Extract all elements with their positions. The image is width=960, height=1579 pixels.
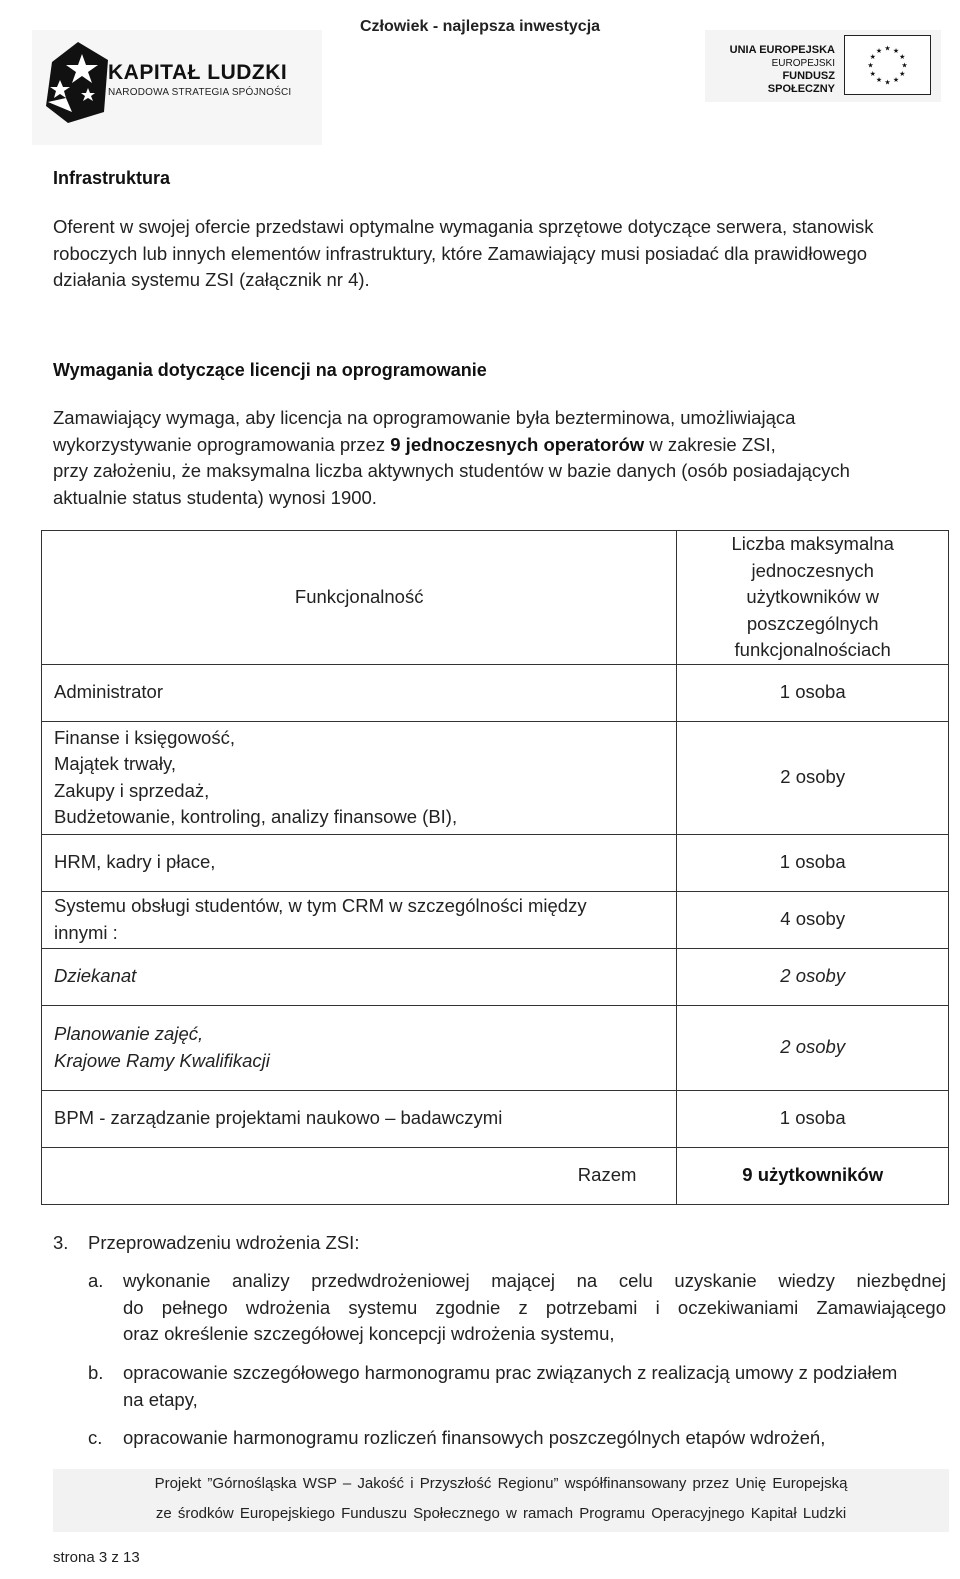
infra-line: Oferent w swojej ofercie przedstawi optymalne wymagania sprzętowe dotyczące serwera, stanowisk <box>53 216 874 237</box>
eu-flag-icon <box>844 35 931 95</box>
count-cell: 2 osoby <box>677 1005 949 1090</box>
sub-line: do pełnego wdrożenia systemu zgodnie z potrzebami i oczekiwaniami Zamawiającego <box>123 1296 946 1318</box>
function-line: Majątek trwały, <box>54 753 176 774</box>
function-cell <box>42 721 677 834</box>
function-line: Systemu obsługi studentów, w tym CRM w szczególności między <box>54 895 587 916</box>
table-row <box>42 1090 949 1147</box>
infra-line: działania systemu ZSI (załącznik nr 4). <box>53 269 370 290</box>
list-marker: 3. <box>53 1232 69 1253</box>
license-text: w zakresie ZSI, <box>644 433 776 455</box>
header-line: jednoczesnych <box>751 559 874 581</box>
kapital-ludzki-subtitle: NARODOWA STRATEGIA SPÓJNOŚCI <box>108 87 292 98</box>
table-row <box>42 834 949 891</box>
infra-heading: Infrastruktura <box>53 168 171 188</box>
header-line: poszczególnych <box>746 612 879 634</box>
function-line: Krajowe Ramy Kwalifikacji <box>54 1049 270 1071</box>
function-cell <box>42 834 677 891</box>
function-line: Planowanie zajęć, <box>54 1023 204 1044</box>
sub-line: oraz określenie szczegółowej koncepcji wdrożenia systemu, <box>123 1323 615 1344</box>
count-cell: 1 osoba <box>677 664 949 721</box>
eu-star-icon: ★ <box>869 54 876 61</box>
sub-line: na etapy, <box>123 1388 198 1410</box>
infra-line: roboczych lub innych elementów infrastruktury, które Zamawiający musi posiadać dla prawidłowego <box>53 242 868 264</box>
header-line: funkcjonalnościach <box>734 639 891 660</box>
license-heading: Wymagania dotyczące licencji na oprogramowanie <box>53 360 487 380</box>
function-line: Dziekanat <box>54 965 137 987</box>
license-line: aktualnie status studenta) wynosi 1900. <box>53 486 377 508</box>
sub-line: wykonanie analizy przedwdrożeniowej mającej na celu uzyskanie wiedzy niezbędnej <box>123 1270 946 1291</box>
table-header-max-users <box>677 531 949 665</box>
count-cell: 1 osoba <box>677 1090 949 1147</box>
eu-star-icon: ★ <box>892 77 900 85</box>
table-row <box>42 948 949 1005</box>
table-total-row <box>42 1147 949 1204</box>
function-line: Budżetowanie, kontroling, analizy finansowe (BI), <box>54 806 458 827</box>
table-row <box>42 891 949 948</box>
table-header-row <box>42 531 949 665</box>
function-cell <box>42 1090 677 1147</box>
list-marker: c. <box>88 1427 103 1448</box>
page-number: strona 3 z 13 <box>53 1549 140 1566</box>
function-line: innymi : <box>54 921 118 943</box>
function-cell <box>42 891 677 948</box>
function-line: Finanse i księgowość, <box>54 726 235 748</box>
sub-item-text <box>123 1360 946 1413</box>
eu-star-icon: ★ <box>892 47 900 55</box>
kapital-ludzki-logo <box>32 30 322 145</box>
total-value: 9 użytkowników <box>677 1147 949 1204</box>
function-line: BPM - zarządzanie projektami naukowo – badawczymi <box>54 1107 503 1129</box>
eu-star-icon: ★ <box>875 77 883 85</box>
license-operators-emphasis: 9 jednoczesnych operatorów <box>390 433 645 455</box>
table-row <box>42 1005 949 1090</box>
eu-line1: UNIA EUROPEJSKA <box>729 44 835 56</box>
table-header-functionality: Funkcjonalność <box>42 531 677 665</box>
footer-project-info <box>53 1469 949 1532</box>
header-line: Liczba maksymalna <box>731 533 894 554</box>
eu-star-icon: ★ <box>899 71 906 78</box>
function-line: Zakupy i sprzedaż, <box>54 779 210 801</box>
sub-line: opracowanie harmonogramu rozliczeń finansowych poszczególnych etapów wdrożeń, <box>123 1427 826 1448</box>
license-text: wykorzystywanie oprogramowania przez <box>53 433 391 455</box>
sub-line: opracowanie szczegółowego harmonogramu prac związanych z realizacją umowy z podziałem <box>123 1362 898 1383</box>
kapital-ludzki-title: KAPITAŁ LUDZKI <box>108 61 288 84</box>
footer-line: Projekt ”Górnośląska WSP – Jakość i Przyszłość Regionu” współfinansowany przez Unię Europejską <box>154 1475 848 1492</box>
sub-item-text <box>123 1268 946 1348</box>
eu-line3: FUNDUSZ SPOŁECZNY <box>767 70 835 95</box>
eu-line2: EUROPEJSKI <box>771 58 835 69</box>
header-line: użytkowników w <box>746 586 880 607</box>
eu-star-icon: ★ <box>884 45 891 53</box>
eu-star-icon: ★ <box>901 62 908 70</box>
eu-star-icon: ★ <box>867 62 874 70</box>
license-paragraph <box>53 405 946 511</box>
license-line: Zamawiający wymaga, aby licencja na oprogramowanie była bezterminowa, umożliwiająca <box>53 407 796 428</box>
license-line: przy założeniu, że maksymalna liczba aktywnych studentów w bazie danych (osób posiadających <box>53 460 850 481</box>
count-cell: 1 osoba <box>677 834 949 891</box>
eu-star-icon: ★ <box>875 47 883 55</box>
count-cell: 2 osoby <box>677 948 949 1005</box>
function-cell <box>42 1005 677 1090</box>
count-cell: 4 osoby <box>677 891 949 948</box>
count-cell: 2 osoby <box>677 721 949 834</box>
license-table <box>41 530 949 1205</box>
function-cell <box>42 948 677 1005</box>
header-tagline: Człowiek - najlepsza inwestycja <box>359 18 601 35</box>
function-line: HRM, kadry i płace, <box>54 851 216 873</box>
eu-logo <box>705 30 941 102</box>
function-cell <box>42 664 677 721</box>
eu-logo-text <box>725 44 835 96</box>
eu-star-icon: ★ <box>869 71 876 78</box>
list-text: Przeprowadzeniu wdrożenia ZSI: <box>88 1232 360 1253</box>
list-marker: a. <box>88 1270 104 1291</box>
function-line: Administrator <box>54 681 163 703</box>
license-line <box>53 432 946 459</box>
total-label: Razem <box>42 1147 677 1204</box>
sub-item-text <box>123 1425 946 1452</box>
footer-line: ze środków Europejskiego Funduszu Społecznego w ramach Programu Operacyjnego Kapitał Ludzki <box>155 1505 847 1522</box>
table-row <box>42 721 949 834</box>
eu-star-icon: ★ <box>884 79 891 87</box>
infra-paragraph <box>53 214 946 294</box>
table-row <box>42 664 949 721</box>
kapital-ludzki-star-icon <box>38 40 112 125</box>
list-marker: b. <box>88 1362 104 1383</box>
eu-star-icon: ★ <box>899 54 906 61</box>
